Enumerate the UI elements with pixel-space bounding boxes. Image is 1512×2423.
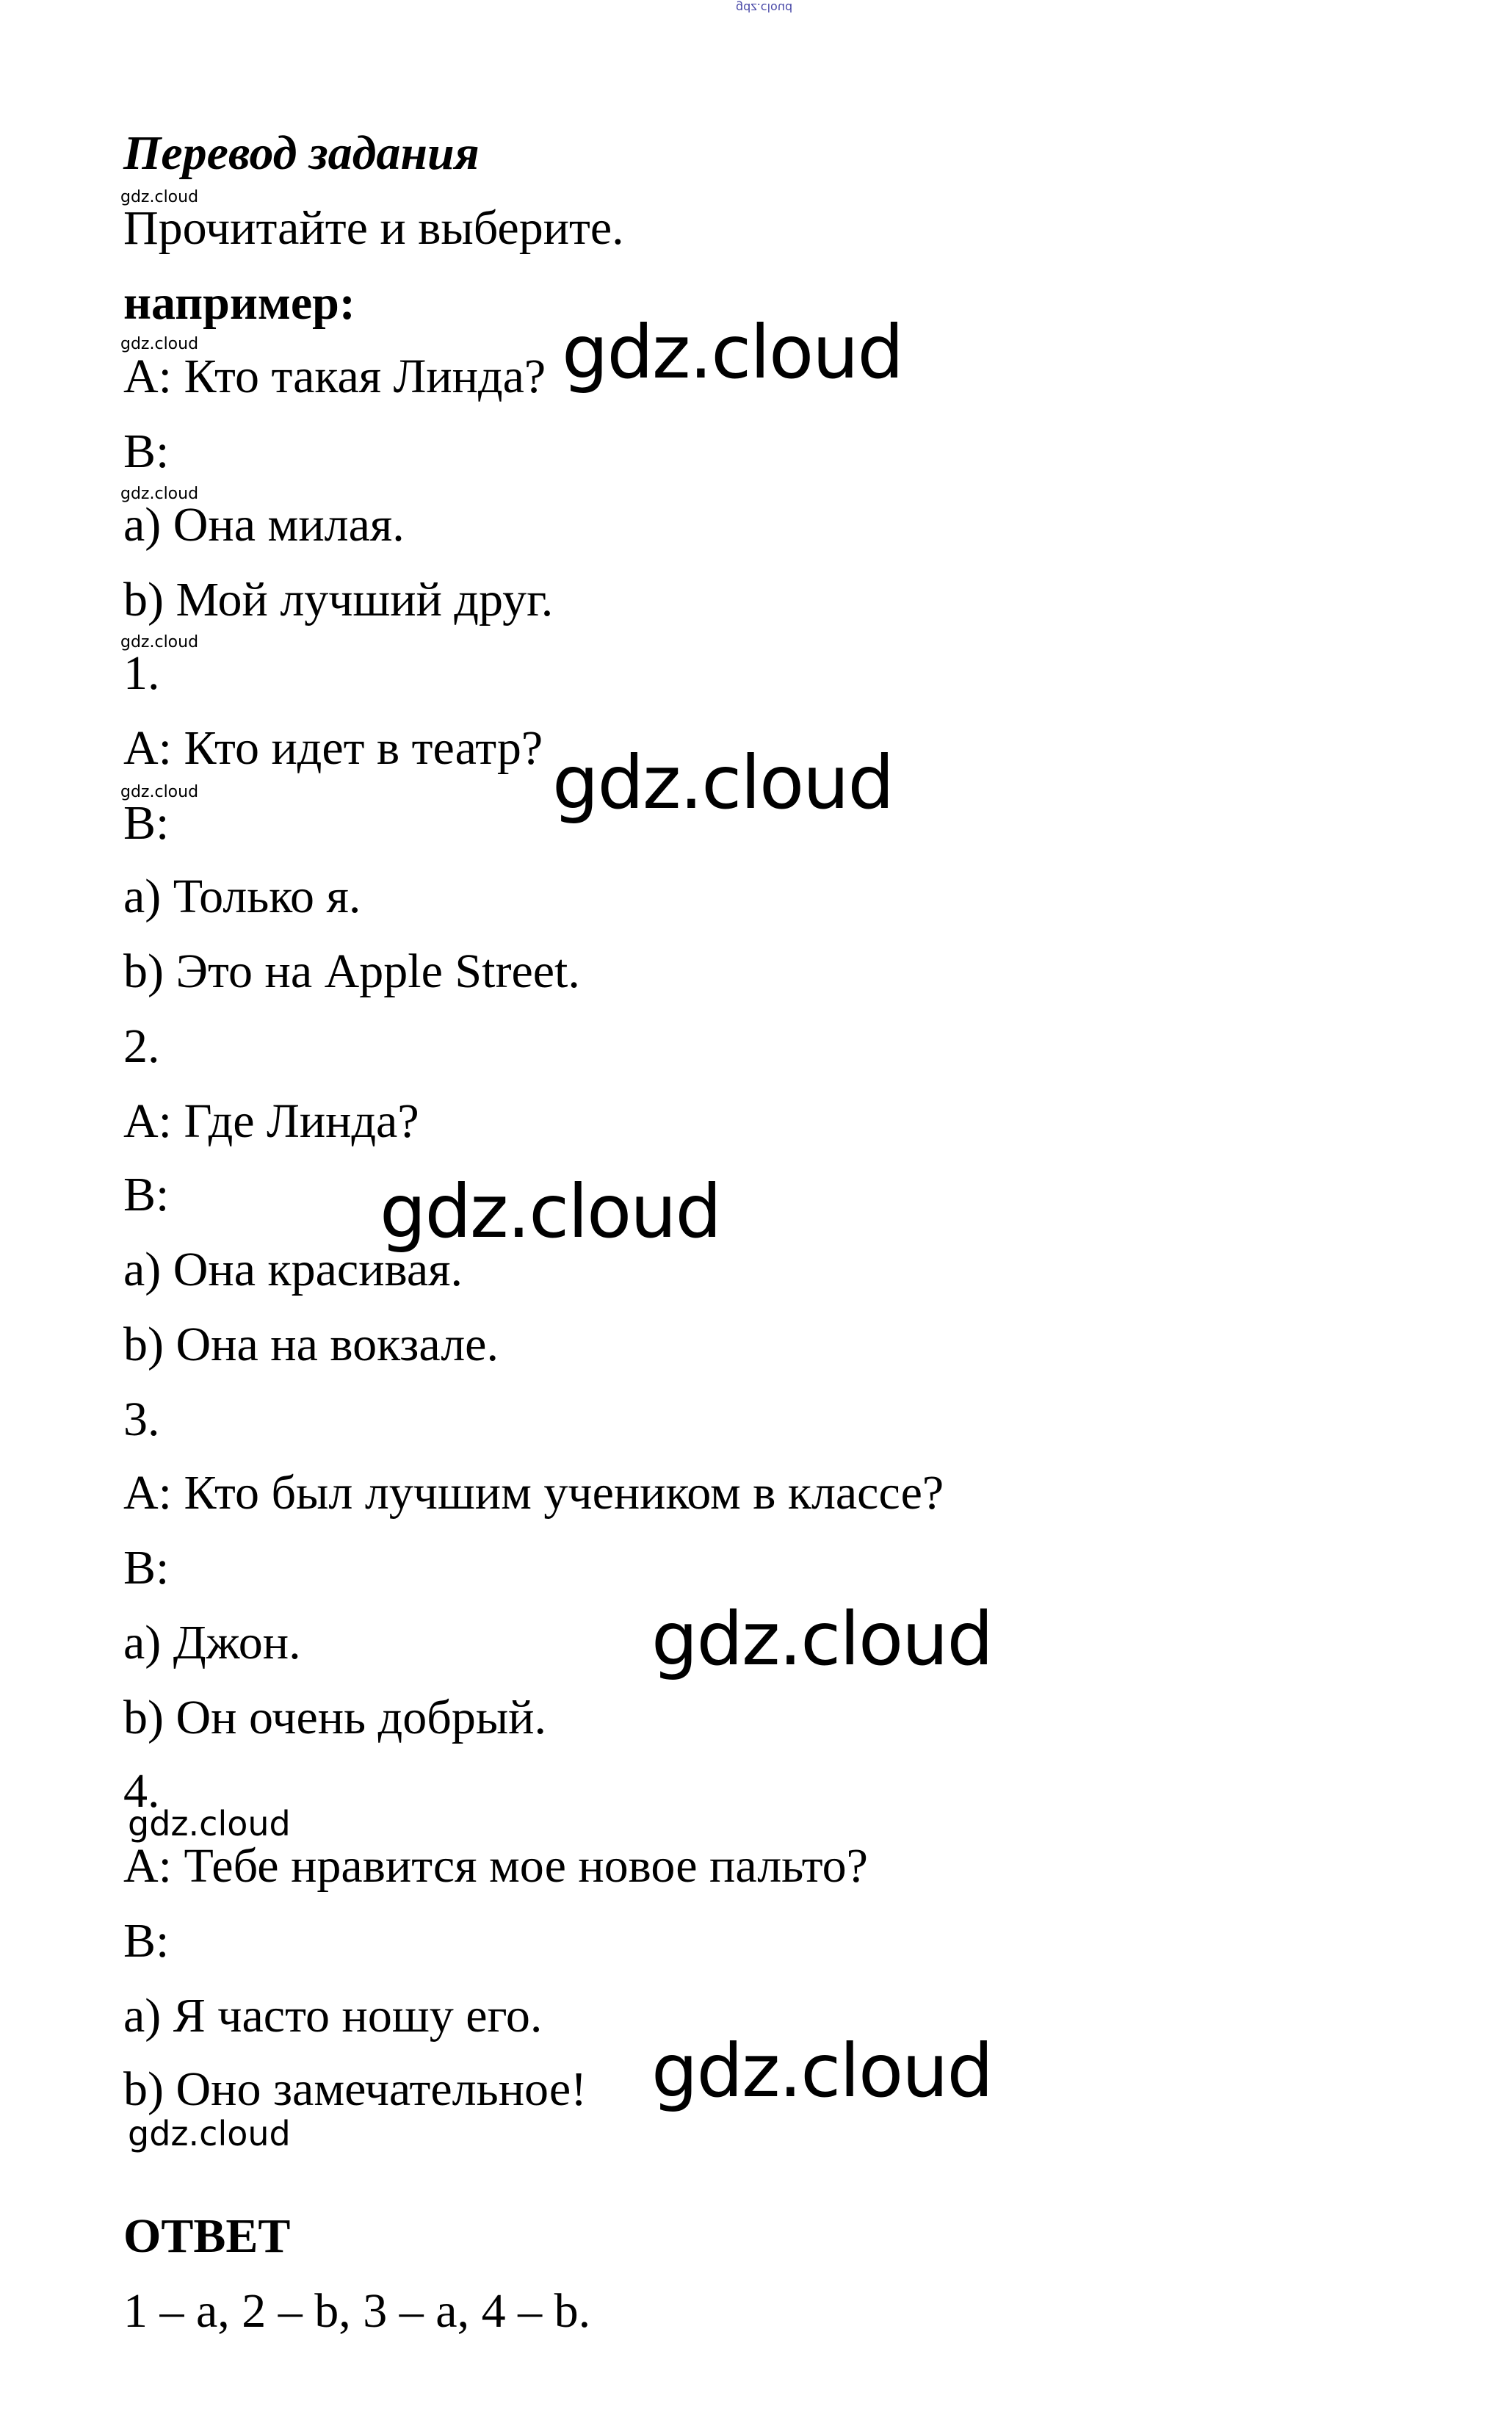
task-number: 4. (123, 1764, 160, 1818)
example-option-b: b) Мой лучший друг. (123, 573, 554, 626)
example-b-label: B: (123, 425, 170, 478)
watermark-small: gdz.cloud (120, 783, 199, 801)
answer-label: ОТВЕТ (123, 2209, 291, 2263)
task-option-a: a) Только я. (123, 870, 361, 923)
task-question: A: Где Линда? (123, 1094, 419, 1148)
task-b-label: B: (123, 796, 170, 850)
task-question: A: Тебе нравится мое новое пальто? (123, 1839, 868, 1893)
watermark-large: gdz.cloud (562, 309, 903, 395)
task-question: A: Кто идет в театр? (123, 721, 543, 775)
watermark-small: gdz.cloud (120, 633, 199, 651)
watermark-small: gdz.cloud (120, 188, 199, 206)
task-option-b: b) Это на Apple Street. (123, 945, 580, 998)
example-option-a: a) Она милая. (123, 498, 405, 552)
task-b-label: B: (123, 1541, 170, 1595)
task-option-b: b) Она на вокзале. (123, 1318, 499, 1371)
watermark-large: gdz.cloud (651, 2028, 993, 2114)
watermark-small: gdz.cloud (120, 485, 199, 503)
task-option-a: a) Джон. (123, 1616, 301, 1669)
task-b-label: B: (123, 1914, 170, 1968)
task-option-a: a) Я часто ношу его. (123, 1989, 543, 2043)
answer-text: 1 – a, 2 – b, 3 – a, 4 – b. (123, 2284, 591, 2338)
instruction: Прочитайте и выберите. (123, 201, 624, 255)
task-number: 2. (123, 1019, 160, 1073)
task-option-b: b) Он очень добрый. (123, 1691, 546, 1744)
task-b-label: B: (123, 1168, 170, 1221)
watermark-medium: gdz.cloud (128, 2114, 291, 2153)
watermark-top: gdz.cloud (736, 1, 793, 15)
watermark-large: gdz.cloud (552, 740, 894, 826)
watermark-large: gdz.cloud (651, 1596, 993, 1682)
task-option-a: a) Она красивая. (123, 1243, 463, 1296)
watermark-medium: gdz.cloud (128, 1804, 291, 1844)
task-number: 1. (123, 646, 160, 700)
watermark-small: gdz.cloud (120, 335, 199, 353)
example-question: A: Кто такая Линда? (123, 350, 546, 403)
task-question: A: Кто был лучшим учеником в классе? (123, 1466, 944, 1520)
task-option-b: b) Оно замечательное! (123, 2062, 587, 2116)
watermark-large: gdz.cloud (380, 1169, 721, 1254)
example-label: например: (123, 276, 355, 330)
heading: Перевод задания (123, 126, 480, 180)
task-number: 3. (123, 1393, 160, 1446)
